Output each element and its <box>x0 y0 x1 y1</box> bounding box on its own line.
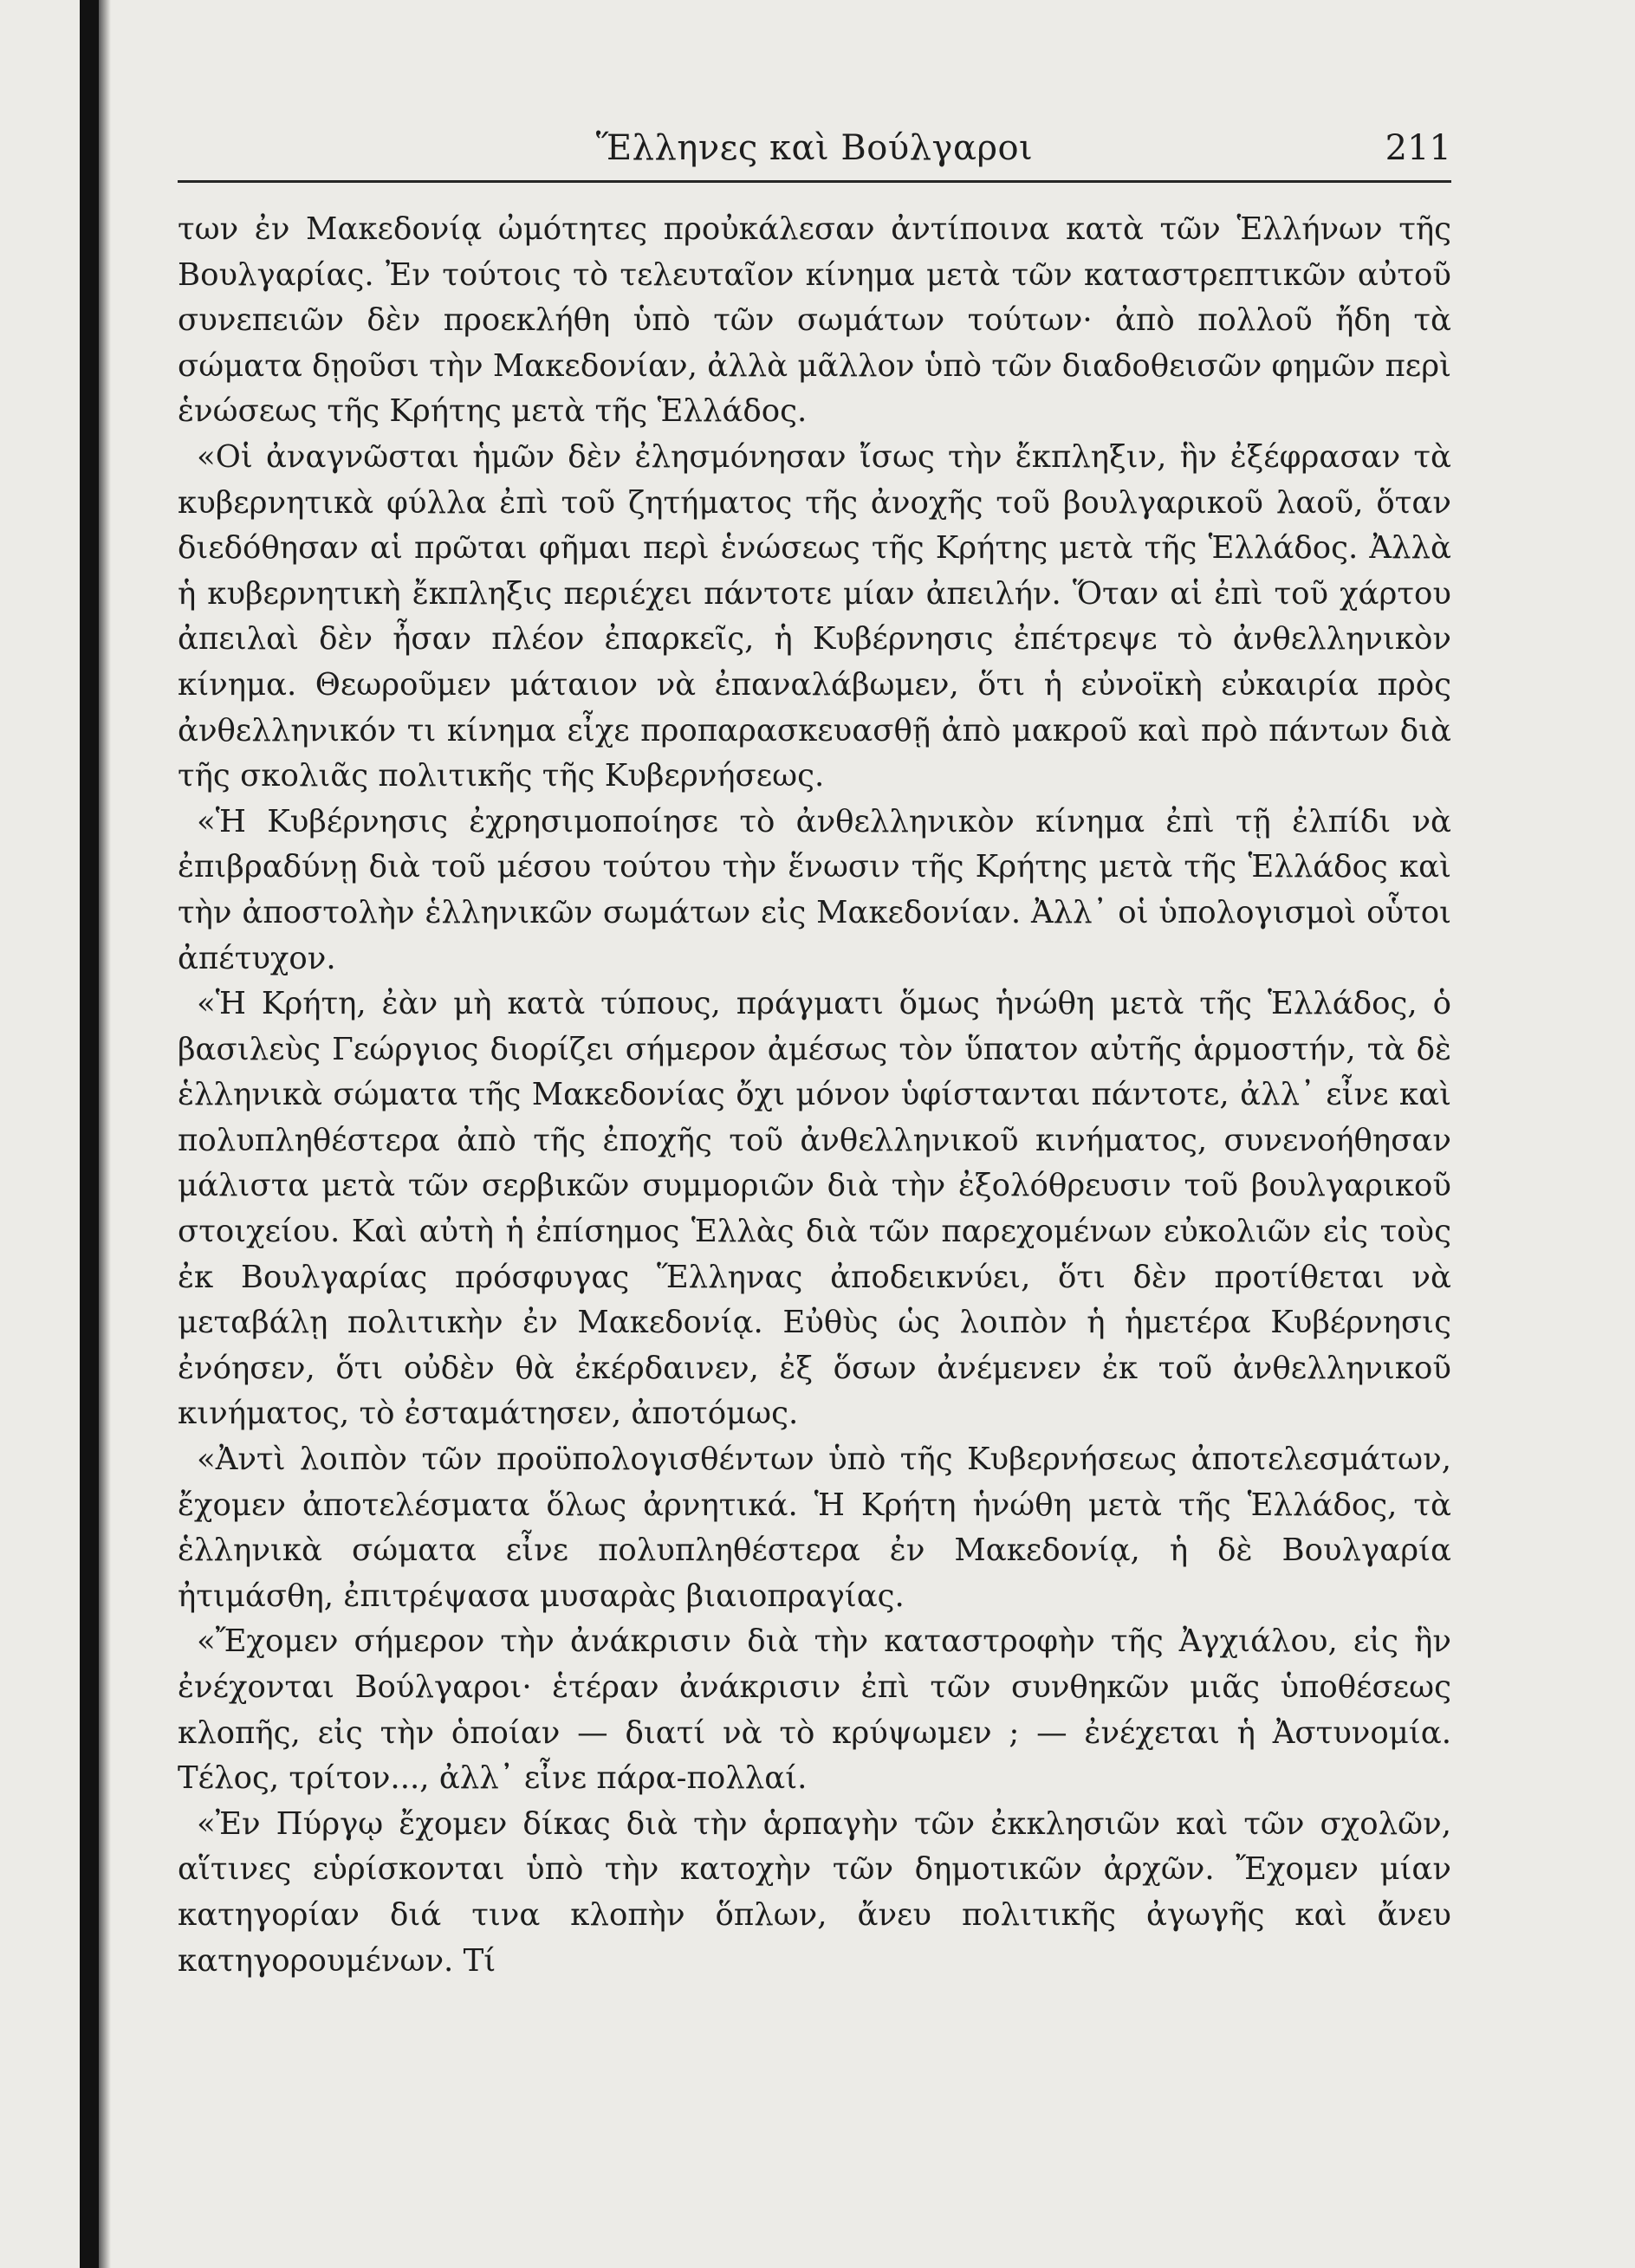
page-number: 211 <box>1385 128 1451 168</box>
paragraph-quote-5: «Ἔχομεν σήμερον τὴν ἀνάκρισιν διὰ τὴν καταστροφὴν τῆς Ἀγχιάλου, εἰς ἣν ἐνέχονται Βούλγαροι· ἑτέραν ἀνάκρισιν ἐπὶ τῶν συνθηκῶν μιᾶς ὑποθέσεως κλοπῆς, εἰς τὴν ὁποίαν — διατί νὰ τὸ κρύψωμεν ; — ἐνέχεται ἡ Ἀστυνομία. Τέλος, τρίτον..., ἀλλ᾽ εἶνε πάρα-πολλαί. <box>178 1623 1451 1797</box>
paragraph-quote-2: «Ἡ Κυβέρνησις ἐχρησιμοποίησε τὸ ἀνθελληνικὸν κίνημα ἐπὶ τῇ ἐλπίδι νὰ ἐπιβραδύνῃ διὰ τοῦ μέσου τούτου τὴν ἕνωσιν τῆς Κρήτης μετὰ τῆς Ἑλλάδος καὶ τὴν ἀποστολὴν ἑλληνικῶν σωμάτων εἰς Μακεδονίαν. Ἀλλ᾽ οἱ ὑπολογισμοὶ οὗτοι ἀπέτυχον. <box>178 803 1451 976</box>
paragraph-quote-4: «Ἀντὶ λοιπὸν τῶν προϋπολογισθέντων ὑπὸ τῆς Κυβερνήσεως ἀποτελεσμάτων, ἔχομεν ἀποτελέσματα ὅλως ἀρνητικά. Ἡ Κρήτη ἡνώθη μετὰ τῆς Ἑλλάδος, τὰ ἑλληνικὰ σώματα εἶνε πολυπληθέστερα ἐν Μακεδονίᾳ, ἡ δὲ Βουλγαρία ἠτιμάσθη, ἐπιτρέψασα μυσαρὰς βιαιοπραγίας. <box>178 1442 1451 1614</box>
book-page <box>178 121 1451 1984</box>
paragraph-quote-6: «Ἐν Πύργῳ ἔχομεν δίκας διὰ τὴν ἁρπαγὴν τῶν ἐκκλησιῶν καὶ τῶν σχολῶν, αἵτινες εὑρίσκονται ὑπὸ τὴν κατοχὴν τῶν δημοτικῶν ἀρχῶν. Ἔχομεν μίαν κατηγορίαν διά τινα κλοπὴν ὅπλων, ἄνευ πολιτικῆς ἀγωγῆς καὶ ἄνευ κατηγορουμένων. Τί <box>178 1805 1451 1979</box>
paragraph-continuation: των ἐν Μακεδονίᾳ ὠμότητες προὐκάλεσαν ἀντίποινα κατὰ τῶν Ἑλλήνων τῆς Βουλγαρίας. Ἐν τούτοις τὸ τελευταῖον κίνημα μετὰ τῶν καταστρεπτικῶν αὐτοῦ συνεπειῶν δὲν προεκλήθη ὑπὸ τῶν σωμάτων τούτων· ἀπὸ πολλοῦ ἤδη τὰ σώματα δῃοῦσι τὴν Μακεδονίαν, ἀλλὰ μᾶλλον ὑπὸ τῶν διαδοθεισῶν φημῶν περὶ ἑνώσεως τῆς Κρήτης μετὰ τῆς Ἑλλάδος. <box>178 211 1451 430</box>
paragraph-quote-3: «Ἡ Κρήτη, ἐὰν μὴ κατὰ τύπους, πράγματι ὅμως ἡνώθη μετὰ τῆς Ἑλλάδος, ὁ βασιλεὺς Γεώργιος διορίζει σήμερον ἀμέσως τὸν ὕπατον αὐτῆς ἁρμοστήν, τὰ δὲ ἑλληνικὰ σώματα τῆς Μακεδονίας ὄχι μόνον ὑφίστανται πάντοτε, ἀλλ᾽ εἶνε καὶ πολυπληθέστερα ἀπὸ τῆς ἐποχῆς τοῦ ἀνθελληνικοῦ κινήματος, συνενοήθησαν μάλιστα μετὰ τῶν σερβικῶν συμμοριῶν διὰ τὴν ἐξολόθρευσιν τοῦ βουλγαρικοῦ στοιχείου. Καὶ αὐτὴ ἡ ἐπίσημος Ἑλλὰς διὰ τῶν παρεχομένων εὐκολιῶν εἰς τοὺς ἐκ Βουλγαρίας πρόσφυγας Ἕλληνας ἀποδεικνύει, ὅτι δὲν προτίθεται νὰ μεταβάλῃ πολιτικὴν ἐν Μακεδονίᾳ. Εὐθὺς ὡς λοιπὸν ἡ ἡμετέρα Κυβέρνησις ἐνόησεν, ὅτι οὐδὲν θὰ ἐκέρδαινεν, ἐξ ὅσων ἀνέμενεν ἐκ τοῦ ἀνθελληνικοῦ κινήματος, τὸ ἐσταμάτησεν, ἀποτόμως. <box>178 986 1451 1432</box>
header-rule <box>178 180 1451 183</box>
body-text <box>178 207 1451 1984</box>
book-binding <box>80 0 99 2268</box>
binding-shadow <box>99 0 111 2268</box>
paragraph-quote-1: «Οἱ ἀναγνῶσται ἡμῶν δὲν ἐλησμόνησαν ἴσως τὴν ἔκπληξιν, ἣν ἐξέφρασαν τὰ κυβερνητικὰ φύλλα ἐπὶ τοῦ ζητήματος τῆς ἀνοχῆς τοῦ βουλγαρικοῦ λαοῦ, ὅταν διεδόθησαν αἱ πρῶται φῆμαι περὶ ἑνώσεως τῆς Κρήτης μετὰ τῆς Ἑλλάδος. Ἀλλὰ ἡ κυβερνητικὴ ἔκπληξις περιέχει πάντοτε μίαν ἀπειλήν. Ὅταν αἱ ἐπὶ τοῦ χάρτου ἀπειλαὶ δὲν ἦσαν πλέον ἐπαρκεῖς, ἡ Κυβέρνησις ἐπέτρεψε τὸ ἀνθελληνικὸν κίνημα. Θεωροῦμεν μάταιον νὰ ἐπαναλάβωμεν, ὅτι ἡ εὐνοϊκὴ εὐκαιρία πρὸς ἀνθελληνικόν τι κίνημα εἶχε προπαρασκευασθῇ ἀπὸ μακροῦ καὶ πρὸ πάντων διὰ τῆς σκολιᾶς πολιτικῆς τῆς Κυβερνήσεως. <box>178 438 1451 794</box>
running-head <box>178 121 1451 175</box>
running-title: Ἕλληνες καὶ Βούλγαροι <box>595 128 1034 168</box>
